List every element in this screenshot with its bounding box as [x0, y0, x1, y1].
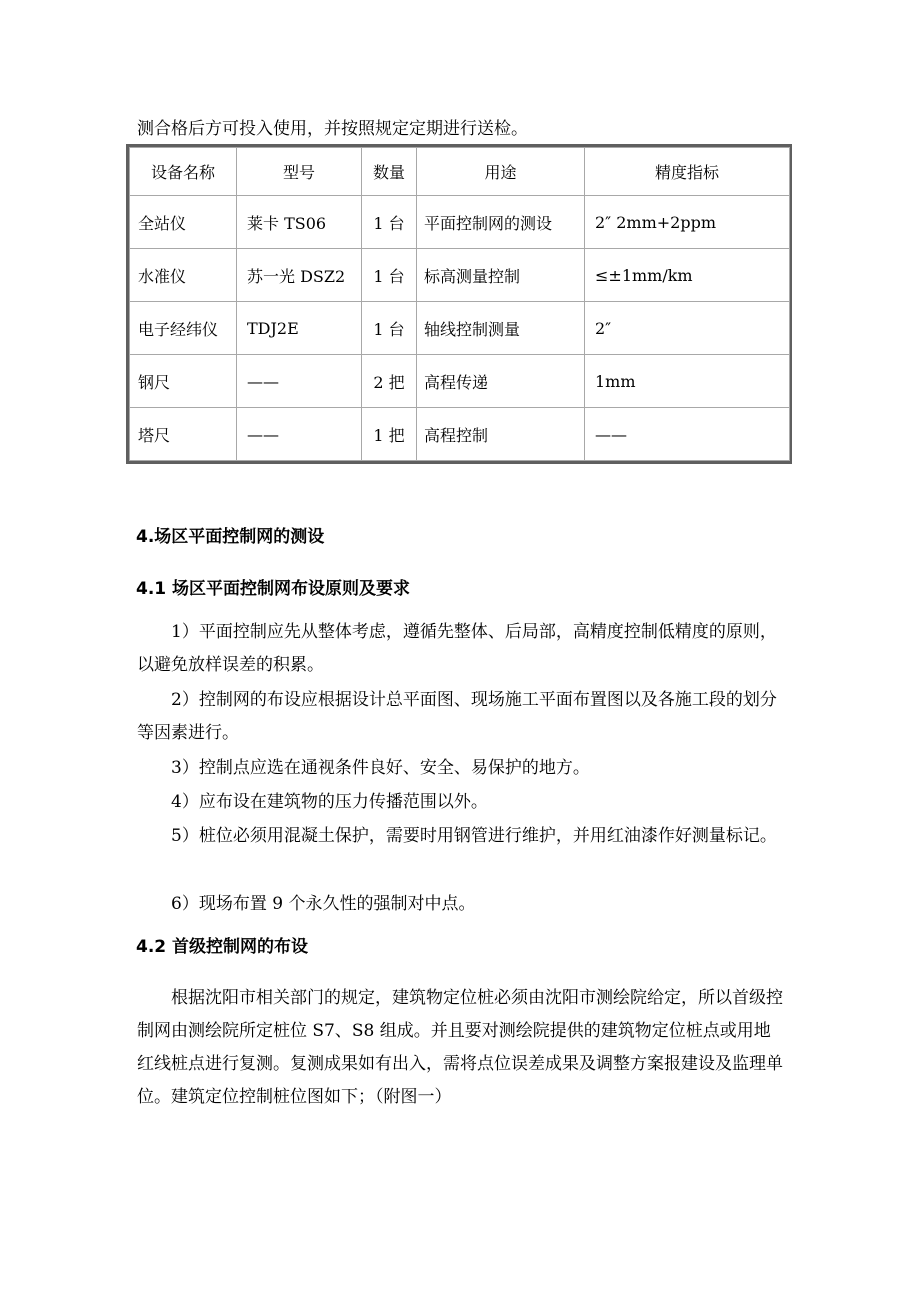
- table-cell: 水准仪: [130, 249, 237, 302]
- table-cell: 2″: [585, 302, 790, 355]
- table-cell: ——: [237, 408, 362, 461]
- table-cell: ——: [585, 408, 790, 461]
- section-4-1-title: 4.1 场区平面控制网布设原则及要求: [136, 579, 411, 599]
- intro-text: 测合格后方可投入使用，并按照规定定期进行送检。: [137, 119, 528, 139]
- table-row: [130, 249, 790, 302]
- control-network-paragraph: 根据沈阳市相关部门的规定，建筑物定位桩必须由沈阳市测绘院给定，所以首级控制网由测绘院所定桩位 S7、S8 组成。并且要对测绘院提供的建筑物定位桩点或用地红线桩点进行复测。复测成果如有出入，需将点位误差成果及调整方案报建设及监理单位。建筑定位控制桩位图如下；（附图一）: [137, 988, 783, 1107]
- table-cell: 2″ 2mm+2ppm: [585, 196, 790, 249]
- table-cell: 1 台: [362, 302, 417, 355]
- table-cell: 电子经纬仪: [130, 302, 237, 355]
- table-cell: 1 把: [362, 408, 417, 461]
- table-cell: 钢尺: [130, 355, 237, 408]
- table-header-cell: 设备名称: [130, 148, 237, 196]
- table-cell: 高程控制: [417, 408, 585, 461]
- table-cell: 平面控制网的测设: [417, 196, 585, 249]
- equipment-table: [126, 144, 792, 464]
- table-cell: 标高测量控制: [417, 249, 585, 302]
- table-cell: 2 把: [362, 355, 417, 408]
- table-cell: ——: [237, 355, 362, 408]
- table-cell: 塔尺: [130, 408, 237, 461]
- table-header-cell: 型号: [237, 148, 362, 196]
- table-row: [130, 355, 790, 408]
- table-header-cell: 数量: [362, 148, 417, 196]
- table-row: [130, 302, 790, 355]
- requirement-item-3: 3）控制点应选在通视条件良好、安全、易保护的地方。: [171, 758, 590, 778]
- requirement-item-5: 5）桩位必须用混凝土保护，需要时用钢管进行维护，并用红油漆作好测量标记。: [171, 826, 777, 846]
- table-cell: 1mm: [585, 355, 790, 408]
- table-row: [130, 196, 790, 249]
- table-cell: 1 台: [362, 196, 417, 249]
- table-cell: 莱卡 TS06: [237, 196, 362, 249]
- requirement-item-1: 1）平面控制应先从整体考虑，遵循先整体、后局部，高精度控制低精度的原则，以避免放样误差的积累。: [137, 622, 777, 675]
- section-4-title: 4.场区平面控制网的测设: [136, 527, 325, 547]
- table-cell: ≤±1mm/km: [585, 249, 790, 302]
- requirement-item-2: 2）控制网的布设应根据设计总平面图、现场施工平面布置图以及各施工段的划分等因素进行。: [137, 690, 777, 743]
- table-header-cell: 用途: [417, 148, 585, 196]
- table-header-row: [130, 148, 790, 196]
- table-header-cell: 精度指标: [585, 148, 790, 196]
- table-row: [130, 408, 790, 461]
- requirement-item-6: 6）现场布置 9 个永久性的强制对中点。: [171, 894, 476, 914]
- section-4-2-title: 4.2 首级控制网的布设: [136, 937, 309, 957]
- table-cell: 高程传递: [417, 355, 585, 408]
- table-cell: 1 台: [362, 249, 417, 302]
- table-cell: 苏一光 DSZ2: [237, 249, 362, 302]
- requirement-item-4: 4）应布设在建筑物的压力传播范围以外。: [171, 792, 488, 812]
- table-cell: 全站仪: [130, 196, 237, 249]
- table-cell: TDJ2E: [237, 302, 362, 355]
- table-cell: 轴线控制测量: [417, 302, 585, 355]
